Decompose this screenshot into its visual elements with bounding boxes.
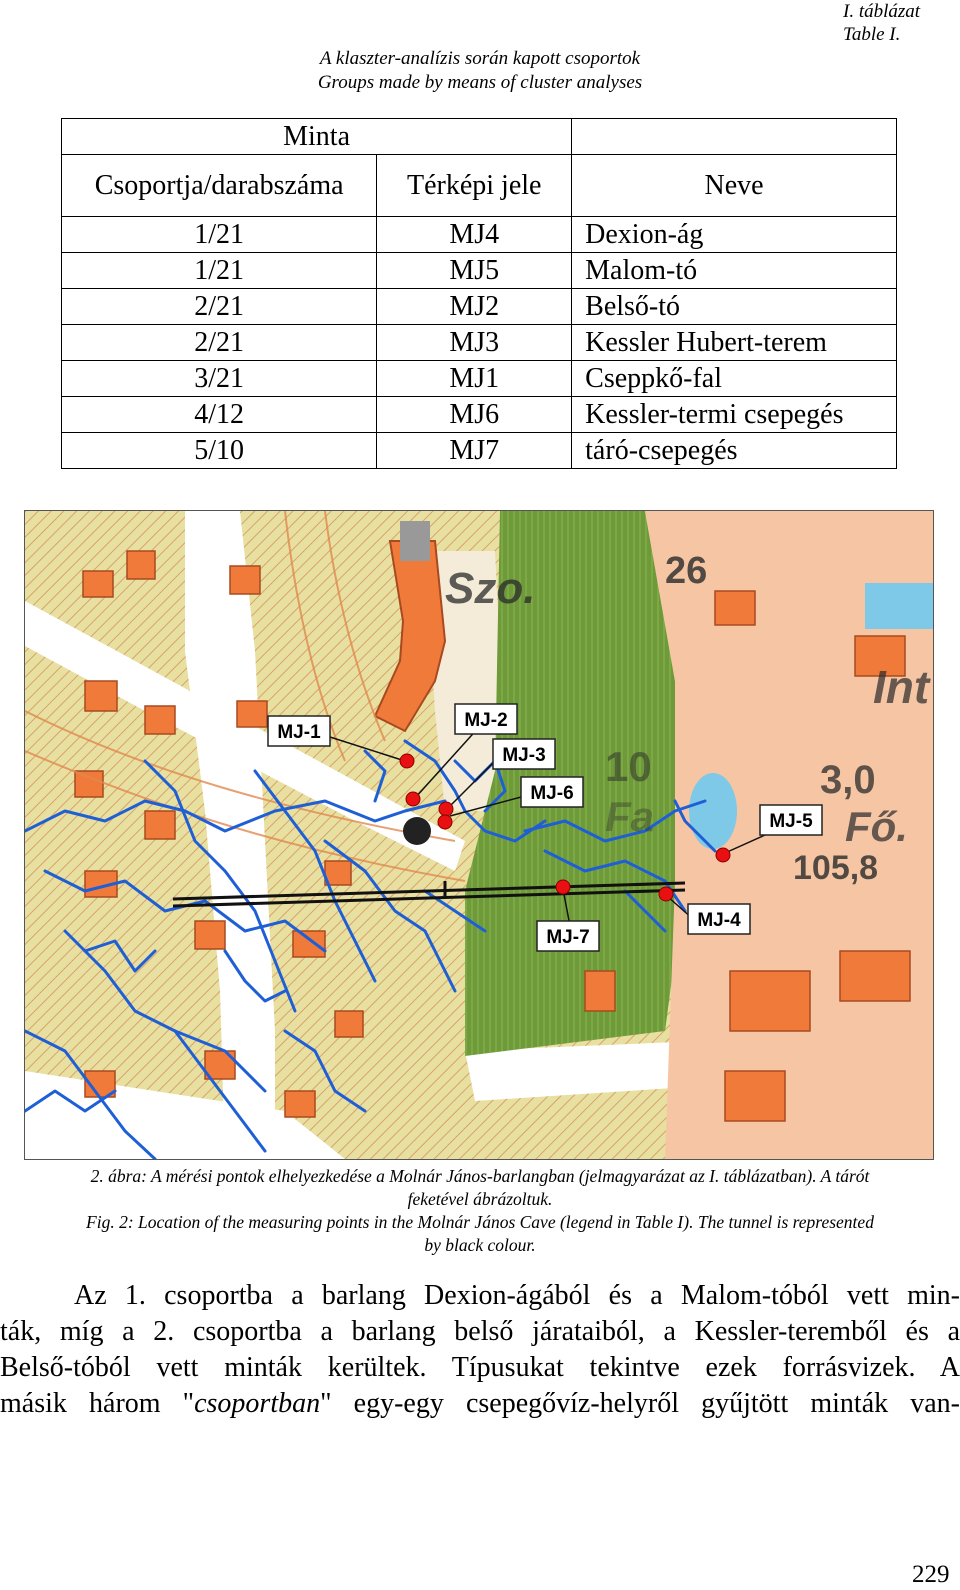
body-line-2: ták, míg a 2. csoportba a barlang belső járataiból, a Kessler-teremből és a [0, 1316, 960, 1347]
body-line-1: Az 1. csoportba a barlang Dexion-ágából és a Malom-tóból vett min- [74, 1280, 960, 1311]
body-line-4-post: " egy-egy csepegővíz-helyről gyűjtött minták van- [320, 1388, 960, 1419]
point-mj1 [400, 754, 414, 768]
table-row [62, 253, 897, 289]
table-row [62, 217, 897, 253]
label-mj7: MJ-7 [546, 927, 590, 948]
page-number: 229 [912, 1561, 950, 1588]
cell-group: 3/21 [62, 361, 377, 397]
group-header-cell: Minta [62, 119, 572, 155]
cell-code: MJ4 [377, 217, 572, 253]
cell-code: MJ6 [377, 397, 572, 433]
table-title-en: Groups made by means of cluster analyses [317, 72, 643, 93]
table-row [62, 433, 897, 469]
map-text-fo: Fő. [845, 803, 908, 850]
cell-group: 1/21 [62, 217, 377, 253]
table-title [0, 47, 960, 95]
label-mj3: MJ-3 [502, 745, 546, 766]
point-mj6 [438, 815, 452, 829]
map-text-value2: 105,8 [793, 849, 879, 887]
cave-location-map [24, 510, 934, 1160]
table-row [62, 361, 897, 397]
table-header-row [62, 155, 897, 217]
cell-name: Kessler Hubert-terem [572, 325, 897, 361]
table-row [62, 289, 897, 325]
caption-en-line1: Fig. 2: Location of the measuring points in the Molnár János Cave (legend in Table I). The tunnel is represented [86, 1212, 874, 1232]
table-group-header-row [62, 119, 897, 155]
cell-code: MJ3 [377, 325, 572, 361]
table-number-hu: I. táblázat [843, 1, 921, 22]
point-mj4 [659, 887, 673, 901]
table-number-en: Table I. [843, 24, 901, 45]
cell-name: Dexion-ág [572, 217, 897, 253]
cell-code: MJ2 [377, 289, 572, 325]
cell-code: MJ1 [377, 361, 572, 397]
empty-header-cell [572, 119, 897, 155]
table-number [843, 0, 920, 46]
body-line-3: Belső-tóból vett minták kerültek. Típusukat tekintve ezek forrásvizek. A [0, 1352, 960, 1383]
map-graphic [25, 511, 933, 1159]
point-mj7 [556, 880, 570, 894]
figure-caption [0, 1165, 960, 1257]
map-text-int: Int [873, 661, 930, 713]
point-mj2 [406, 792, 420, 806]
map-text-fa: Fa [605, 793, 655, 840]
point-mj3 [439, 802, 453, 816]
table-row [62, 397, 897, 433]
cell-code: MJ7 [377, 433, 572, 469]
malom-to-pond [689, 773, 737, 849]
body-line-4-em: csoportban [194, 1388, 321, 1419]
cluster-table [61, 118, 897, 469]
cell-name: táró-csepegés [572, 433, 897, 469]
label-mj4: MJ-4 [697, 910, 741, 931]
body-line-4 [0, 1386, 960, 1422]
cell-code: MJ5 [377, 253, 572, 289]
cell-group: 2/21 [62, 325, 377, 361]
label-mj5: MJ-5 [769, 811, 813, 832]
cell-group: 2/21 [62, 289, 377, 325]
label-mj6: MJ-6 [530, 783, 574, 804]
caption-hu-line2: feketével ábrázoltuk. [407, 1189, 553, 1209]
header-map-code: Térképi jele [377, 155, 572, 217]
table-title-hu: A klaszter-analízis során kapott csoportok [319, 48, 641, 69]
map-text-szo: Szo. [445, 564, 536, 613]
label-mj2: MJ-2 [464, 710, 508, 731]
cell-group: 4/12 [62, 397, 377, 433]
map-text-26: 26 [665, 550, 708, 592]
header-name: Neve [572, 155, 897, 217]
caption-en-line2: by black colour. [424, 1235, 536, 1255]
body-line-4-pre: másik három " [0, 1388, 195, 1419]
label-mj1: MJ-1 [277, 722, 321, 743]
table-row [62, 325, 897, 361]
caption-hu-line1: 2. ábra: A mérési pontok elhelyezkedése a Molnár János-barlangban (jelmagyarázat az I. táblázatban). A tárót [90, 1166, 870, 1186]
cell-name: Kessler-termi csepegés [572, 397, 897, 433]
point-mj5 [716, 848, 730, 862]
map-text-value1: 3,0 [820, 758, 876, 802]
map-text-10: 10 [605, 743, 652, 790]
cell-group: 1/21 [62, 253, 377, 289]
cell-name: Malom-tó [572, 253, 897, 289]
cell-group: 5/10 [62, 433, 377, 469]
header-group-count: Csoportja/darabszáma [62, 155, 377, 217]
cell-name: Belső-tó [572, 289, 897, 325]
body-paragraph [0, 1278, 960, 1422]
cell-name: Cseppkő-fal [572, 361, 897, 397]
